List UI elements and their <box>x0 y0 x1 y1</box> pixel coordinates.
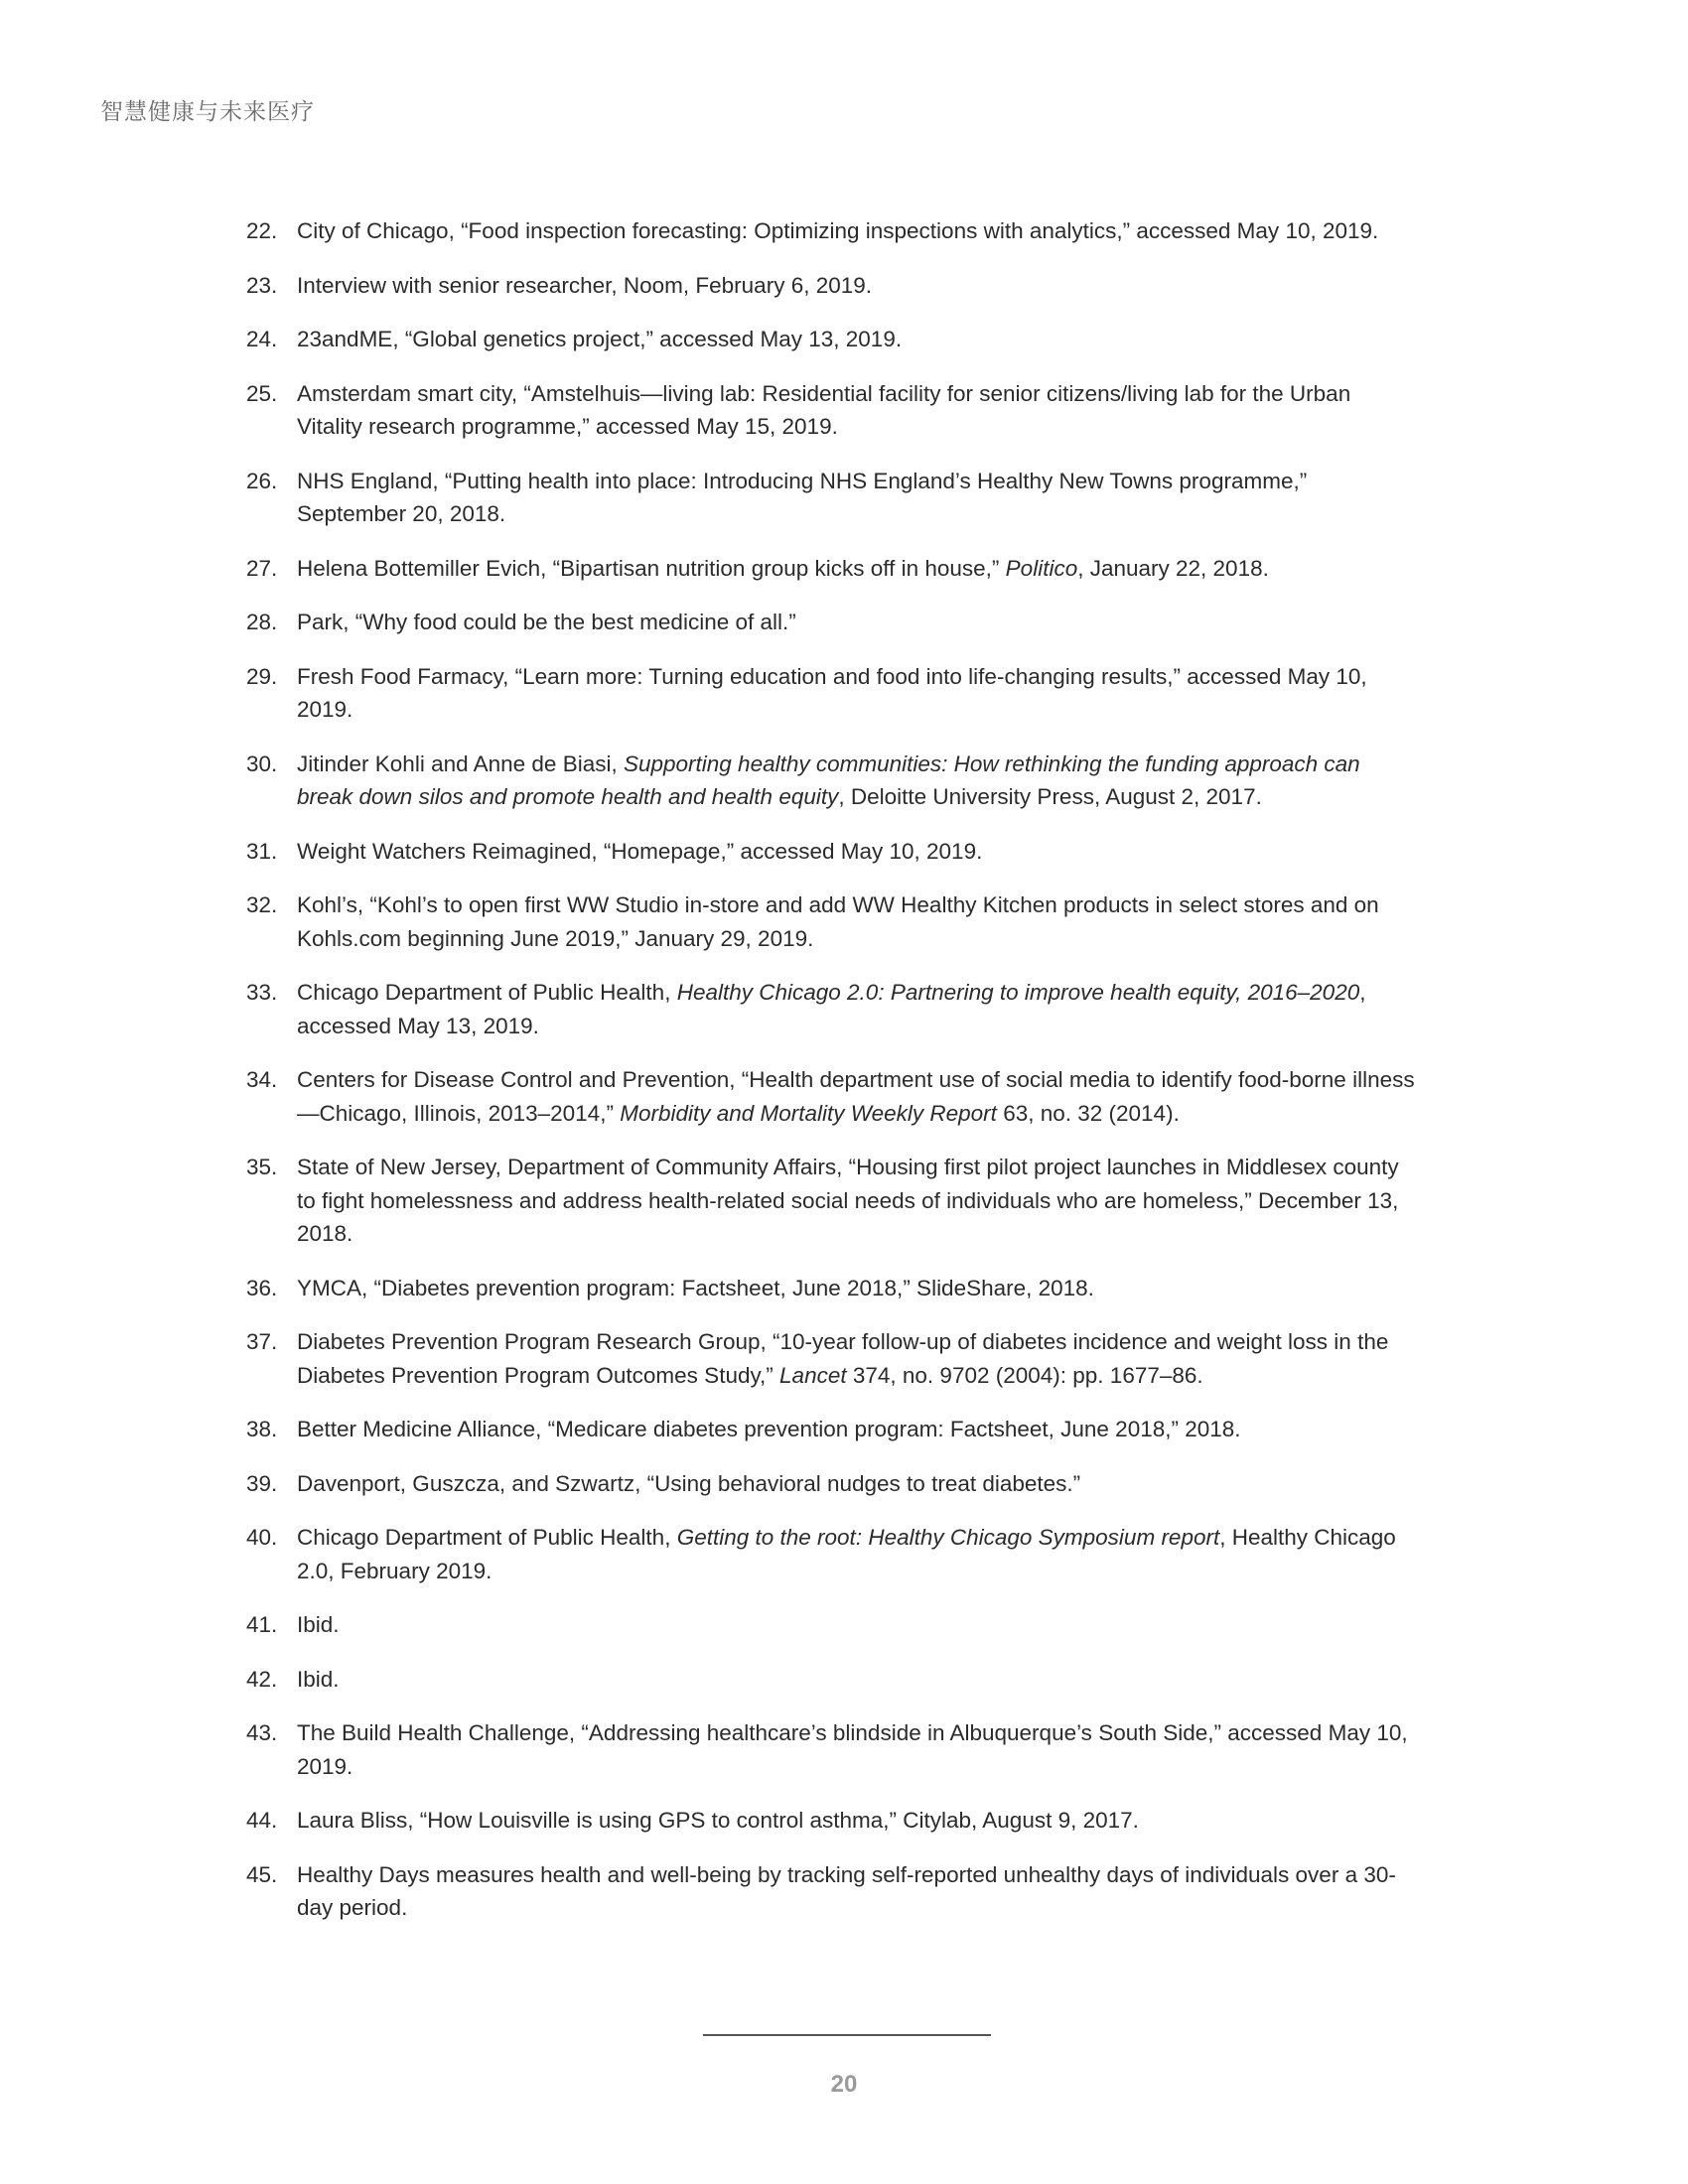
endnote-text-segment: Amsterdam smart city, “Amstelhuis—living lab: Residential facility for senior citizens/living lab for the Urban Vitality research programme,” accessed May 15, 2019. <box>297 380 1351 439</box>
endnote-item <box>246 976 1418 1042</box>
endnote-number: 44. <box>246 1808 278 1833</box>
endnote-text <box>297 1525 1396 1583</box>
endnote-text-segment: Chicago Department of Public Health, <box>297 980 677 1005</box>
endnotes-list <box>246 214 1418 1946</box>
endnote-number: 43. <box>246 1720 278 1745</box>
endnote-italic-title: Healthy Chicago 2.0: Partnering to improve health equity, 2016–2020 <box>676 980 1360 1005</box>
endnote-number: 32. <box>246 892 278 917</box>
endnote-text <box>297 1808 1139 1833</box>
endnote-number: 33. <box>246 980 278 1005</box>
endnote-text-segment: Healthy Days measures health and well-being by tracking self-reported unhealthy days of individuals over a 30-day period. <box>297 1861 1396 1920</box>
endnote-text <box>297 1067 1415 1126</box>
endnote-text-segment: Kohl’s, “Kohl’s to open first WW Studio in-store and add WW Healthy Kitchen products in select stores and on Kohls.com beginning June 2019,” January 29, 2019. <box>297 892 1379 951</box>
endnote-italic-title: Getting to the root: Healthy Chicago Symposium report <box>676 1525 1220 1550</box>
endnote-text <box>297 273 872 298</box>
endnote-item <box>246 1063 1418 1130</box>
endnote-italic-title: Politico <box>1005 555 1078 581</box>
endnote-item <box>246 1272 1418 1305</box>
endnote-number: 25. <box>246 380 278 406</box>
endnote-item <box>246 1608 1418 1642</box>
endnote-item <box>246 323 1418 356</box>
endnote-text <box>297 1417 1241 1441</box>
endnote-item <box>246 1716 1418 1783</box>
endnote-text-segment: Davenport, Guszcza, and Szwartz, “Using behavioral nudges to treat diabetes.” <box>297 1470 1081 1496</box>
footer-divider <box>703 2034 991 2036</box>
endnote-text <box>297 1612 340 1637</box>
endnote-item <box>246 377 1418 444</box>
endnote-text <box>297 1720 1408 1779</box>
endnote-text <box>297 469 1307 527</box>
endnote-item <box>246 606 1418 639</box>
endnote-italic-title: Lancet <box>779 1362 847 1388</box>
endnote-number: 40. <box>246 1525 278 1550</box>
endnote-number: 37. <box>246 1329 278 1354</box>
endnote-text-segment: Weight Watchers Reimagined, “Homepage,” accessed May 10, 2019. <box>297 838 983 864</box>
endnote-item <box>246 269 1418 303</box>
endnote-item <box>246 1325 1418 1392</box>
endnote-text <box>297 664 1367 723</box>
running-header-title: 智慧健康与未来医疗 <box>100 99 315 125</box>
endnote-item <box>246 465 1418 531</box>
endnote-italic-title: Supporting healthy communities: How rethinking the funding approach can break down silos and promote health and health equity <box>297 751 1360 809</box>
endnote-number: 36. <box>246 1275 278 1300</box>
endnote-text-segment: , accessed May 13, 2019. <box>297 980 1366 1038</box>
endnote-text <box>297 980 1366 1038</box>
endnote-text <box>297 1155 1399 1246</box>
endnote-text-segment: 374, no. 9702 (2004): pp. 1677–86. <box>846 1362 1203 1388</box>
endnote-text <box>297 218 1378 243</box>
endnote-item <box>246 835 1418 869</box>
endnote-number: 38. <box>246 1417 278 1441</box>
endnote-text <box>297 1862 1396 1921</box>
endnote-item <box>246 660 1418 727</box>
endnote-text-segment: Helena Bottemiller Evich, “Bipartisan nutrition group kicks off in house,” <box>297 555 1006 581</box>
endnote-item <box>246 748 1418 814</box>
endnote-text <box>297 1471 1080 1496</box>
endnote-text <box>297 327 902 351</box>
endnote-text-segment: Ibid. <box>297 1612 340 1637</box>
endnote-text <box>297 610 796 634</box>
endnote-text-segment: State of New Jersey, Department of Community Affairs, “Housing first pilot project launches in Middlesex county to fight homelessness and address health-related social needs of individuals who are homeless,” December 13, 2018. <box>297 1155 1399 1246</box>
endnote-number: 30. <box>246 751 278 776</box>
endnote-number: 31. <box>246 838 278 864</box>
endnote-text-segment: Better Medicine Alliance, “Medicare diabetes prevention program: Factsheet, June 2018,” 2018. <box>297 1417 1241 1441</box>
endnote-text <box>297 751 1360 810</box>
endnote-text-segment: Fresh Food Farmacy, “Learn more: Turning education and food into life-changing results,” accessed May 10, 2019. <box>297 663 1367 722</box>
endnote-number: 27. <box>246 555 278 581</box>
endnote-text <box>297 556 1269 581</box>
endnote-text <box>297 381 1350 440</box>
endnote-text-segment: Diabetes Prevention Program Research Group, “10-year follow-up of diabetes incidence and weight loss in the Diabetes Prevention Program Outcomes Study,” <box>297 1329 1389 1388</box>
endnote-number: 29. <box>246 663 278 689</box>
endnote-text-segment: , Deloitte University Press, August 2, 2017. <box>838 784 1262 809</box>
endnote-number: 34. <box>246 1067 278 1092</box>
endnote-number: 26. <box>246 468 278 493</box>
endnote-number: 23. <box>246 272 278 298</box>
endnote-item <box>246 1663 1418 1697</box>
endnote-item <box>246 1467 1418 1501</box>
endnote-text-segment: , Healthy Chicago 2.0, February 2019. <box>297 1525 1396 1583</box>
endnote-item <box>246 888 1418 955</box>
endnote-item <box>246 1413 1418 1446</box>
endnote-text-segment: Centers for Disease Control and Prevention, “Health department use of social media to identify food-borne illness—Chicago, Illinois, 2013–2014,” <box>297 1067 1415 1126</box>
endnote-item <box>246 1151 1418 1251</box>
endnote-text <box>297 1329 1388 1388</box>
endnote-item <box>246 1858 1418 1925</box>
endnote-text-segment: Jitinder Kohli and Anne de Biasi, <box>297 751 624 776</box>
endnote-text-segment: Interview with senior researcher, Noom, February 6, 2019. <box>297 272 873 298</box>
endnote-item <box>246 1804 1418 1838</box>
endnote-text-segment: 23andME, “Global genetics project,” accessed May 13, 2019. <box>297 327 903 351</box>
endnote-item <box>246 552 1418 586</box>
endnote-number: 28. <box>246 610 278 634</box>
endnote-text-segment: Laura Bliss, “How Louisville is using GPS to control asthma,” Citylab, August 9, 2017. <box>297 1808 1139 1833</box>
endnote-number: 39. <box>246 1470 278 1496</box>
page-number: 20 <box>830 2071 858 2098</box>
endnote-text-segment: The Build Health Challenge, “Addressing healthcare’s blindside in Albuquerque’s South Side,” accessed May 10, 2019. <box>297 1720 1408 1779</box>
endnote-number: 45. <box>246 1861 278 1887</box>
endnote-number: 42. <box>246 1666 278 1692</box>
endnote-item <box>246 1521 1418 1587</box>
endnote-number: 24. <box>246 327 278 351</box>
endnote-text-segment: Park, “Why food could be the best medicine of all.” <box>297 610 796 634</box>
endnote-number: 22. <box>246 218 278 243</box>
endnote-text <box>297 1276 1094 1300</box>
endnote-text-segment: Ibid. <box>297 1666 340 1692</box>
endnote-text <box>297 839 982 864</box>
endnote-text-segment: Chicago Department of Public Health, <box>297 1525 677 1550</box>
endnote-text-segment: , January 22, 2018. <box>1077 555 1269 581</box>
endnote-number: 41. <box>246 1612 278 1637</box>
endnote-text-segment: NHS England, “Putting health into place: Introducing NHS England’s Healthy New Towns programme,” September 20, 2018. <box>297 468 1308 526</box>
endnote-item <box>246 214 1418 248</box>
endnote-text <box>297 1667 340 1692</box>
endnote-text-segment: 63, no. 32 (2014). <box>996 1100 1180 1126</box>
endnote-text-segment: YMCA, “Diabetes prevention program: Factsheet, June 2018,” SlideShare, 2018. <box>297 1275 1094 1300</box>
endnote-text <box>297 892 1379 951</box>
endnote-number: 35. <box>246 1155 278 1179</box>
endnote-text-segment: City of Chicago, “Food inspection forecasting: Optimizing inspections with analytics,” accessed May 10, 2019. <box>297 218 1379 243</box>
endnote-italic-title: Morbidity and Mortality Weekly Report <box>620 1100 997 1126</box>
